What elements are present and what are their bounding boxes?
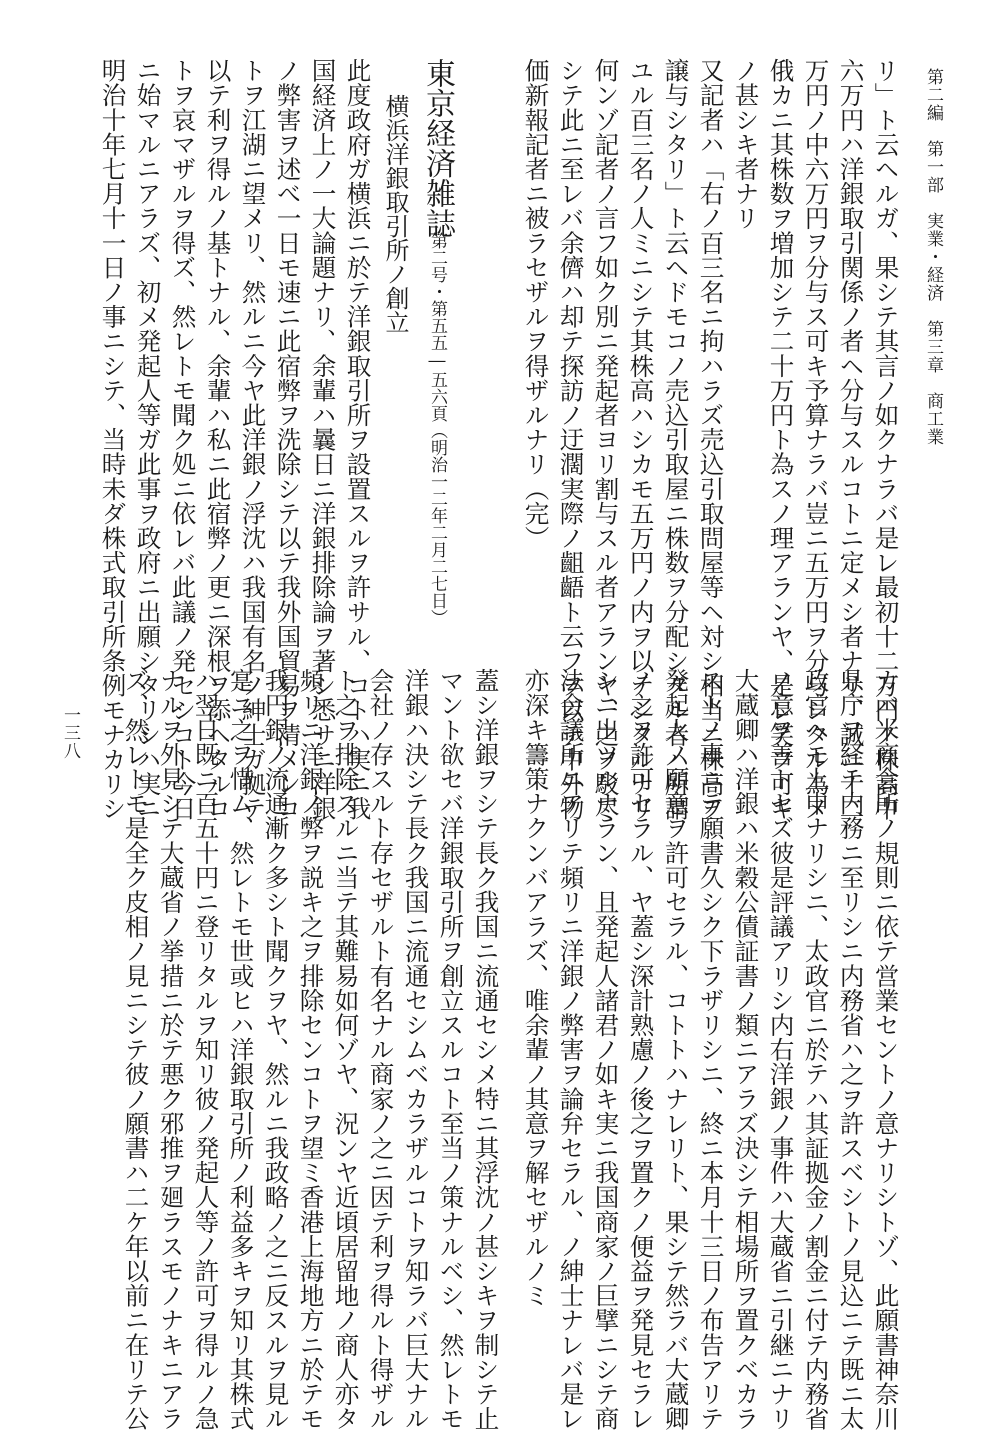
text-column: 価新報記者ニ被ラセザルヲ得ザルナリ（完） xyxy=(521,58,551,550)
page-number: 一三八 xyxy=(60,706,80,760)
text-column: 蓋シ洋銀ヲシテ長ク我国ニ流通セシメ特ニ其浮沈ノ甚シキヲ制シテ止 xyxy=(471,668,501,1431)
text-column: トヲ哀マザルヲ得ズ、然レトモ聞ク処ニ依レバ此議ノ発セシコト今日 xyxy=(168,58,198,821)
issue-info: 第二号・第五五―五六頁（明治一二年二月二七日） xyxy=(427,232,447,626)
text-column: 此度政府ガ横浜ニ於テ洋銀取引所ヲ設置スルヲ許サル、コトハ実ニ我 xyxy=(343,58,373,821)
running-title: 第二編 第一部 実業・経済 第三章 商工業 xyxy=(923,68,943,446)
article-heading: 横浜洋銀取引所ノ創立 xyxy=(381,94,409,334)
text-column: 明治十年七月十一日ノ事ニシテ、当時未ダ株式取引所条例モナカリシ xyxy=(98,58,128,821)
text-column: 俄カニ其株数ヲ増加シテ二十万円ト為スノ理アランヤ、是レ笑フ可キ xyxy=(766,58,796,821)
text-column: 頻リニ洋銀ノ弊ヲ説キ之ヲ排除センコトヲ望ミ香港上海地方ニ於テモ xyxy=(296,668,326,1431)
text-column: ナルヲ外見シテ大蔵省ノ挙措ニ於テ悪ク邪推ヲ廻ラスモノナキニアラ xyxy=(156,668,186,1431)
text-column: 我円銀ノ流通漸ク多シト聞クヲヤ、然ルニ我政略ノ之ニ反スルヲ見ル xyxy=(261,668,291,1431)
text-column: シテ此ニ至レバ余儕ハ却テ探訪ノ迂濶実際ノ齟齬ト云フヲ以テ中外物 xyxy=(556,58,586,821)
text-column: ニ始マルニアラズ、初メ発起人等ガ此事ヲ政府ニ出願シタリシハ実ニ xyxy=(133,58,163,821)
text-column: ノ意ヲ善トセズ彼是評議アリシ内右洋銀ノ事件ハ大蔵省ニ引継ニナリ xyxy=(766,668,796,1431)
text-column: シニ出ツルナラン、且発起人諸君ノ如キ実ニ我国商家ノ巨擘ニシテ商 xyxy=(591,668,621,1431)
text-column: 又記者ハ「右ノ百三名ニ拘ハラズ売込引取問屋等ヘ対シ相当ニ株高ヲ xyxy=(696,58,726,821)
text-column: 国経済上ノ一大論題ナリ、余輩ハ曩日ニ洋銀排除論ヲ著シ悉サニ洋銀 xyxy=(308,58,338,821)
text-column: 寔ニ之ヲ惜ム、然レトモ世或ヒハ洋銀取引所ノ利益多キヲ知リ其株式 xyxy=(226,668,256,1431)
text-column: 亦深キ籌策ナクンバアラズ、唯余輩ノ其意ヲ解セザルノミ xyxy=(521,668,551,1308)
text-column: 発起人ノ願意ヲ許可セラル、コトトハナレリト、果シテ然ラバ大蔵卿 xyxy=(661,668,691,1431)
text-column: ハ翌日既ニ百五十円ニ登リタルヲ知リ彼ノ発起人等ノ許可ヲ得ルノ急 xyxy=(191,668,221,1431)
text-column: ト之ヲ排除スルニ当テ其難易如何ゾヤ、況ンヤ近頃居留地ノ商人亦タ xyxy=(331,668,361,1431)
text-column: 会社ノ存スルト存セザルト有名ナル商家ノ之ニ因テ利ヲ得ルト得ザル xyxy=(366,668,396,1431)
text-column: 六万円ハ洋銀取引関係ノ者ヘ分与スルコトニ定メシ者ナリ、誠ニ十二 xyxy=(836,58,866,821)
text-column: 万円ノ中六万円ヲ分与ス可キ予算ナラバ豈ニ五万円ヲ分与シタル為メ xyxy=(801,58,831,821)
text-column: 県庁ヲ経テ内務ニ至リシニ内務省ハ之ヲ許スベシトノ見込ニテ既ニ太 xyxy=(836,668,866,1431)
text-column: マント欲セバ洋銀取引所ヲ創立スルコト至当ノ策ナルベシ、然レトモ xyxy=(436,668,466,1431)
text-column: 政官ヘモ上申ナリシニ、太政官ニ於テハ其証拠金ノ割金ニ付テ内務省 xyxy=(801,668,831,1431)
text-column: 何ンゾ記者ノ言フ如ク別ニ発起者ヨリ割与スル者アランヤ、之ヲ駁尽 xyxy=(591,58,621,821)
text-column: リ」ト云ヘルガ、果シテ其言ノ如クナラバ是レ最初十二万円ノ株高中 xyxy=(871,58,901,821)
text-column: トヲ江湖ニ望メリ、然ルニ今ヤ此洋銀ノ浮沈ハ我国有名ノ紳士ガ拠テ xyxy=(238,58,268,821)
text-column: ユル百三名ノ人ミニシテ其株高ハシカモ五万円ノ内ヲ以テシタルナリ xyxy=(626,58,656,821)
text-column: 法会議所ニアリテ頻リニ洋銀ノ弊害ヲ論弁セラル、ノ紳士ナレバ是レ xyxy=(556,668,586,1431)
text-column: ノ甚シキ者ナリ xyxy=(731,58,761,231)
text-column: 洋銀ハ決シテ長ク我国ニ流通セシムベカラザルコトヲ知ラバ巨大ナル xyxy=(401,668,431,1431)
text-column: 大蔵卿ハ洋銀ハ米穀公債証書ノ類ニアラズ決シテ相場所ヲ置クベカラ xyxy=(731,668,761,1431)
text-column: 譲与シタリ」ト云ヘドモコノ売込引取屋ニ株数ヲ分配シタル者ハ所謂 xyxy=(661,58,691,821)
text-column: ノ之ヲ許可セラル、ヤ蓋シ深計熟慮ノ後之ヲ置クノ便益ヲ発見セラレ xyxy=(626,668,656,1431)
journal-title: 東京経済雑誌 xyxy=(420,58,455,238)
text-column: ズ、然レトモ是全ク皮相ノ見ニシテ彼ノ願書ハ二ケ年以前ニ在リテ公 xyxy=(121,668,151,1431)
text-column: ストノ事ニテ願書久シク下ラザリシニ、終ニ本月十三日ノ布告アリテ xyxy=(696,668,726,1431)
text-column: ノ弊害ヲ述べ一日モ速ニ此宿弊ヲ洗除シテ以テ我外国貿易ヲ清メンコ xyxy=(273,58,303,821)
text-column: カバ米商会所ノ規則ニ依テ営業セントノ意ナリシトゾ、此願書神奈川 xyxy=(871,668,901,1431)
text-column: 以テ利ヲ得ルノ基トナル、余輩ハ私ニ此宿弊ノ更ニ深根ヲ添ヘタルコ xyxy=(203,58,233,821)
